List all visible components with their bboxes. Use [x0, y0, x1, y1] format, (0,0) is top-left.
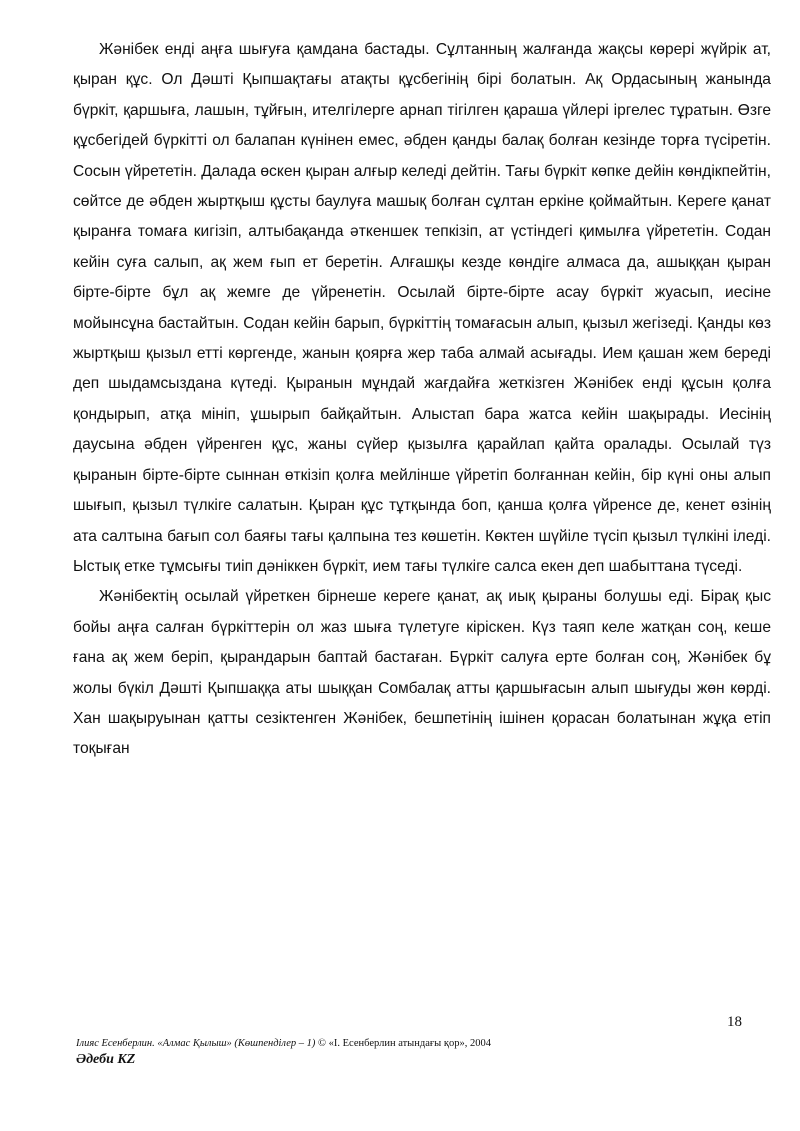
- footer-brand: Әдеби KZ: [76, 1052, 136, 1067]
- page-number: 18: [727, 1014, 742, 1030]
- footer-source: [76, 1038, 491, 1049]
- paragraph-1: Жәнібек енді аңға шығуға қамдана бастады. Сұлтанның жалғанда жақсы көрері жүйрік ат, қыран құс. Ол Дәшті Қыпшақтағы атақты құсбегінің бірі болатын. Ақ Ордасының жанында бүркіт, қаршыға, лашын, тұйғын, ителгілерге арнап тігілген қараша үйлері іргелес тұратын. Өзге құсбегідей бүркітті ол балапан күнінен емес, әбден қанды балақ болған кезінде торға түсіретін. Сосын үйрететін. Далада өскен қыран алғыр келеді дейтін. Тағы бүркіт көпке дейін көндікпейтін, сөйтсе де әбден жыртқыш құсты баулуға машық болған сұлтан еркіне қоймайтын. Кереге қанат қыранға томаға кигізіп, алтыбақанда әткеншек тепкізіп, ат үстіндегі қимылға үйрететін. Содан кейін суға салып, ақ жем ғып ет беретін. Алғашқы кезде көндіге алмаса да, ашыққан қыран бірте-бірте бұл ақ жемге де үйренетін. Осылай бірте-бірте асау бүркіт жуасып, иесіне мойынсұна бастайтын. Содан кейін барып, бүркіттің томағасын алып, қызыл жегізеді. Қанды көз жыртқыш қызыл етті көргенде, жанын қоярға жер таба алмай асығады. Ием қашан жем береді деп шыдамсыздана күтеді. Қыранын мұндай жағдайға жеткізген Жәнібек енді құсын қолға қондырып, атқа мініп, ұшырып байқайтын. Алыстап бара жатса кейін шақырады. Иесінің даусына әбден үйренген құс, жаны сүйер қызылға қарайлап қайта оралады. Осылай түз қыранын бірте-бірте сыннан өткізіп қолға мейлінше үйретіп болғаннан кейін, бір күні оны алып шығып, қызыл түлкіге салатын. Қыран құс тұтқында боп, қанша қолға үйренсе де, кенет өзінің ата салтына бағып сол баяғы тағы қалпына тез көшетін. Көктен шүйіле түсіп қызыл түлкіні іледі. Ыстық етке тұмсығы тиіп дәніккен бүркіт, ием тағы түлкіге салса екен деп шабыттана түседі.: [73, 41, 771, 575]
- document-body: [73, 35, 771, 765]
- paragraph-2: Жәнібектің осылай үйреткен бірнеше кереге қанат, ақ иық қыраны болушы еді. Бірақ қыс бойы аңға салған бүркіттерін ол жаз шыға түлетуге кіріскен. Күз таяп келе жатқан соң, кеше ғана ақ жем беріп, қырандарын баптай бастаған. Бүркіт салуға ерте болған соң, Жәнібек бұ жолы бүкіл Дәшті Қыпшаққа аты шыққан Сомбалақ атты қаршығасын алып шығуды жөн көрді. Хан шақыруынан қатты сезіктенген Жәнібек, бешпетінің ішінен қорасан болатынан жұқа етіп тоқыған: [73, 588, 771, 758]
- footer-source-title: Ілияс Есенберлин. «Алмас Қылыш» (Көшпенділер – 1): [76, 1038, 316, 1049]
- footer-copyright: © «І. Есенберлин атындағы қор», 2004: [315, 1038, 491, 1049]
